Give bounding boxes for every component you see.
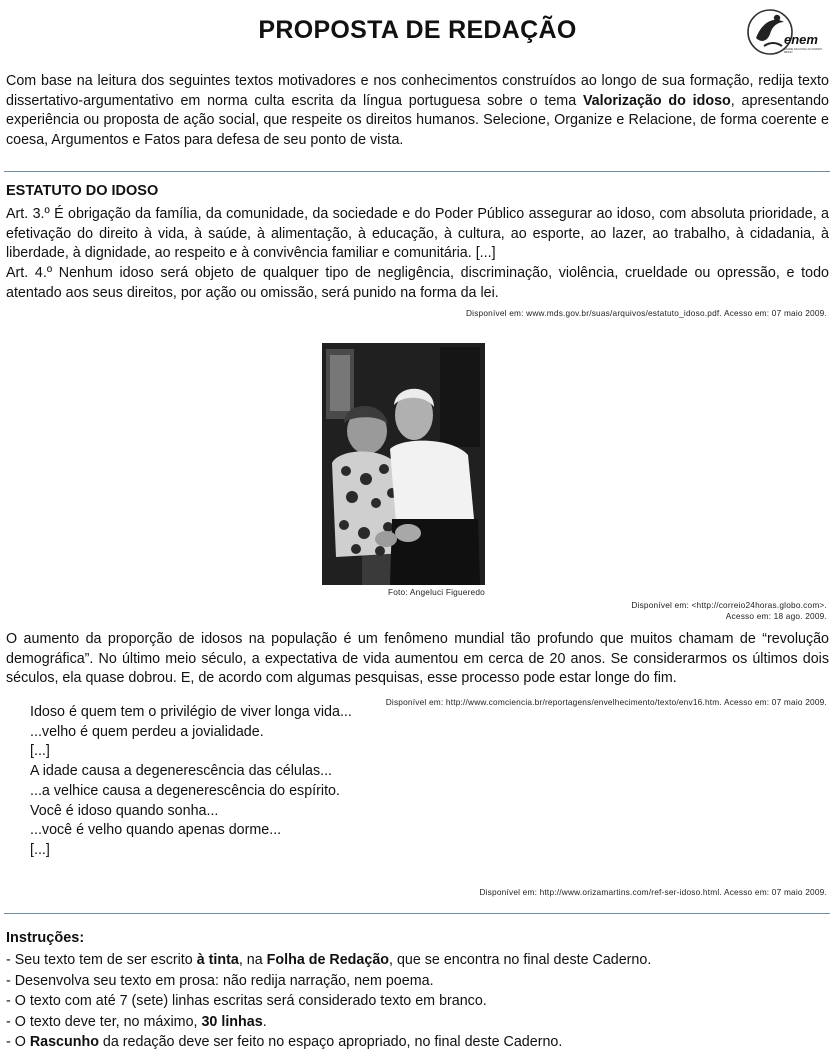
- poem-source: Disponível em: http://www.orizamartins.com/ref-ser-idoso.html. Acesso em: 07 maio 2009.: [479, 887, 827, 897]
- estatuto-source: Disponível em: www.mds.gov.br/suas/arquivos/estatuto_idoso.pdf. Acesso em: 07 maio 2009.: [465, 308, 827, 318]
- photo-illustration: [322, 343, 485, 585]
- instruction-ink: - Seu texto tem de ser escrito à tinta, na Folha de Redação, que se encontra no final deste Caderno.: [6, 952, 652, 968]
- estatuto-art3: Art. 3.º É obrigação da família, da comunidade, da sociedade e do Poder Público assegurar ao idoso, com absoluta prioridade, a efetivação do direito à vida, à saúde, à alimentação, à educação, à cultura, ao esporte, ao lazer, ao trabalho, à cidadania, à liberdade, à dignidade, ao respeito e à convivência familiar e comunitária. [...]: [6, 206, 829, 262]
- intro-paragraph: [6, 72, 829, 150]
- photo-source-line2: Acesso em: 18 ago. 2009.: [725, 611, 827, 621]
- demography-source: Disponível em: http://www.comciencia.br/reportagens/envelhecimento/texto/env16.htm. Acesso em: 07 maio 2009.: [385, 697, 827, 707]
- poem-line: ...velho é quem perdeu a jovialidade.: [30, 723, 264, 740]
- instructions-list: [6, 950, 829, 1053]
- divider: [4, 171, 830, 172]
- divider: [4, 913, 830, 914]
- intro-text-end: , apresentando experiência ou proposta de ação social, que respeite os direitos humanos. Selecione, Organize e Relacione, de forma coerente e coesa, Argumentos e Fatos para defesa de seu ponto de vista.: [6, 92, 829, 148]
- logo-text: enem: [784, 32, 818, 47]
- instruction-min-lines: - O texto com até 7 (sete) linhas escritas será considerado texto em branco.: [6, 993, 487, 1009]
- poem-line: [...]: [30, 841, 50, 858]
- estatuto-art4: Art. 4.º Nenhum idoso será objeto de qualquer tipo de negligência, discriminação, violência, crueldade ou opressão, e todo atentado aos seus direitos, por ação ou omissão, será punido na forma da lei.: [6, 265, 829, 301]
- elderly-couple-photo: [322, 343, 485, 585]
- photo-source-line1: Disponível em: <http://correio24horas.globo.com>.: [631, 600, 827, 610]
- instructions-heading: Instruções:: [6, 930, 85, 946]
- page-title: PROPOSTA DE REDAÇÃO: [258, 16, 577, 44]
- enem-logo: [744, 8, 830, 58]
- poem-line: ...a velhice causa a degenerescência do espírito.: [30, 782, 340, 799]
- estatuto-heading: ESTATUTO DO IDOSO: [6, 183, 159, 199]
- poem-line: A idade causa a degenerescência das células...: [30, 763, 333, 780]
- intro-text-start: Com base na leitura dos seguintes textos motivadores e nos conhecimentos construídos ao longo de sua formação, redija texto dissertativo-argumentativo em norma culta escrita da língua portuguesa sobre o tema: [6, 73, 829, 109]
- essay-theme: Valorização do idoso: [582, 92, 731, 109]
- poem-line: [...]: [30, 743, 50, 760]
- poem-line: Idoso é quem tem o privilégio de viver longa vida...: [30, 704, 352, 720]
- instruction-draft: - O Rascunho da redação deve ser feito no espaço apropriado, no final deste Caderno.: [6, 1034, 563, 1050]
- demography-paragraph: O aumento da proporção de idosos na população é um fenômeno mundial tão profundo que muitos chamam de “revolução demográfica”. No último meio século, a expectativa de vida aumentou em cerca de 20 anos. Se considerarmos os últimos dois séculos, ela quase dobrou. E, de acordo com algumas pesquisas, esse processo pode estar longe do fim.: [6, 631, 829, 687]
- instruction-prose: - Desenvolva seu texto em prosa: não redija narração, nem poema.: [6, 972, 434, 989]
- logo-subtext: EXAME NACIONAL DO ENSINO MÉDIO: [784, 48, 823, 54]
- poem-line: Você é idoso quando sonha...: [30, 802, 219, 819]
- instruction-max-lines: - O texto deve ter, no máximo, 30 linhas.: [6, 1013, 267, 1030]
- poem-line: ...você é velho quando apenas dorme...: [30, 822, 282, 839]
- poem: [30, 703, 530, 861]
- photo-credit: Foto: Angeluci Figueredo: [387, 587, 485, 597]
